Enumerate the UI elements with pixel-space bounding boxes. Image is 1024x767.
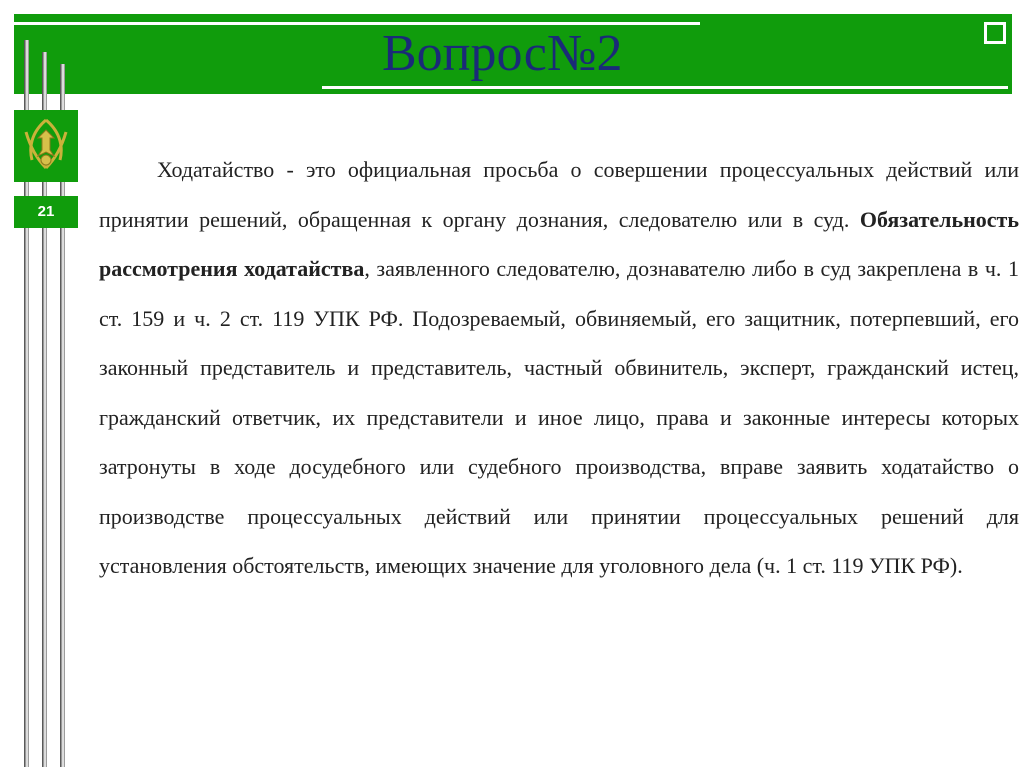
body-paragraph [99,145,1019,591]
page-number-badge: 21 [14,196,78,228]
emblem [14,110,78,182]
emblem-icon [14,110,78,182]
body-text-bold: Обязательность рассмотрения ходатайства [99,206,1019,281]
slide-title: Вопрос№2 [382,25,623,82]
title-line-bottom [322,86,1008,89]
body-text-part: , заявленного следователю, дознавателю либо в суд закреплена в ч. 1 ст. 159 и ч. 2 ст. 119 УПК РФ. Подозреваемый, обвиняемый, его защитник, потерпевший, его законный представитель и представитель, частный обвинитель, эксперт, гражданский истец, гражданский ответчик, их представители и иное лицо, права и законные интересы которых затронуты в ходе досудебного или судебного производства, вправе заявить ходатайство о производстве процессуальных действий или принятии процессуальных решений для установления обстоятельств, имеющих значение для уголовного дела (ч. 1 ст. 119 УПК РФ). [99,256,1019,578]
body-text-part: Ходатайство - это официальная просьба о совершении процессуальных действий или принятии решений, обращенная к органу дознания, следователю или в суд. [99,157,1019,232]
